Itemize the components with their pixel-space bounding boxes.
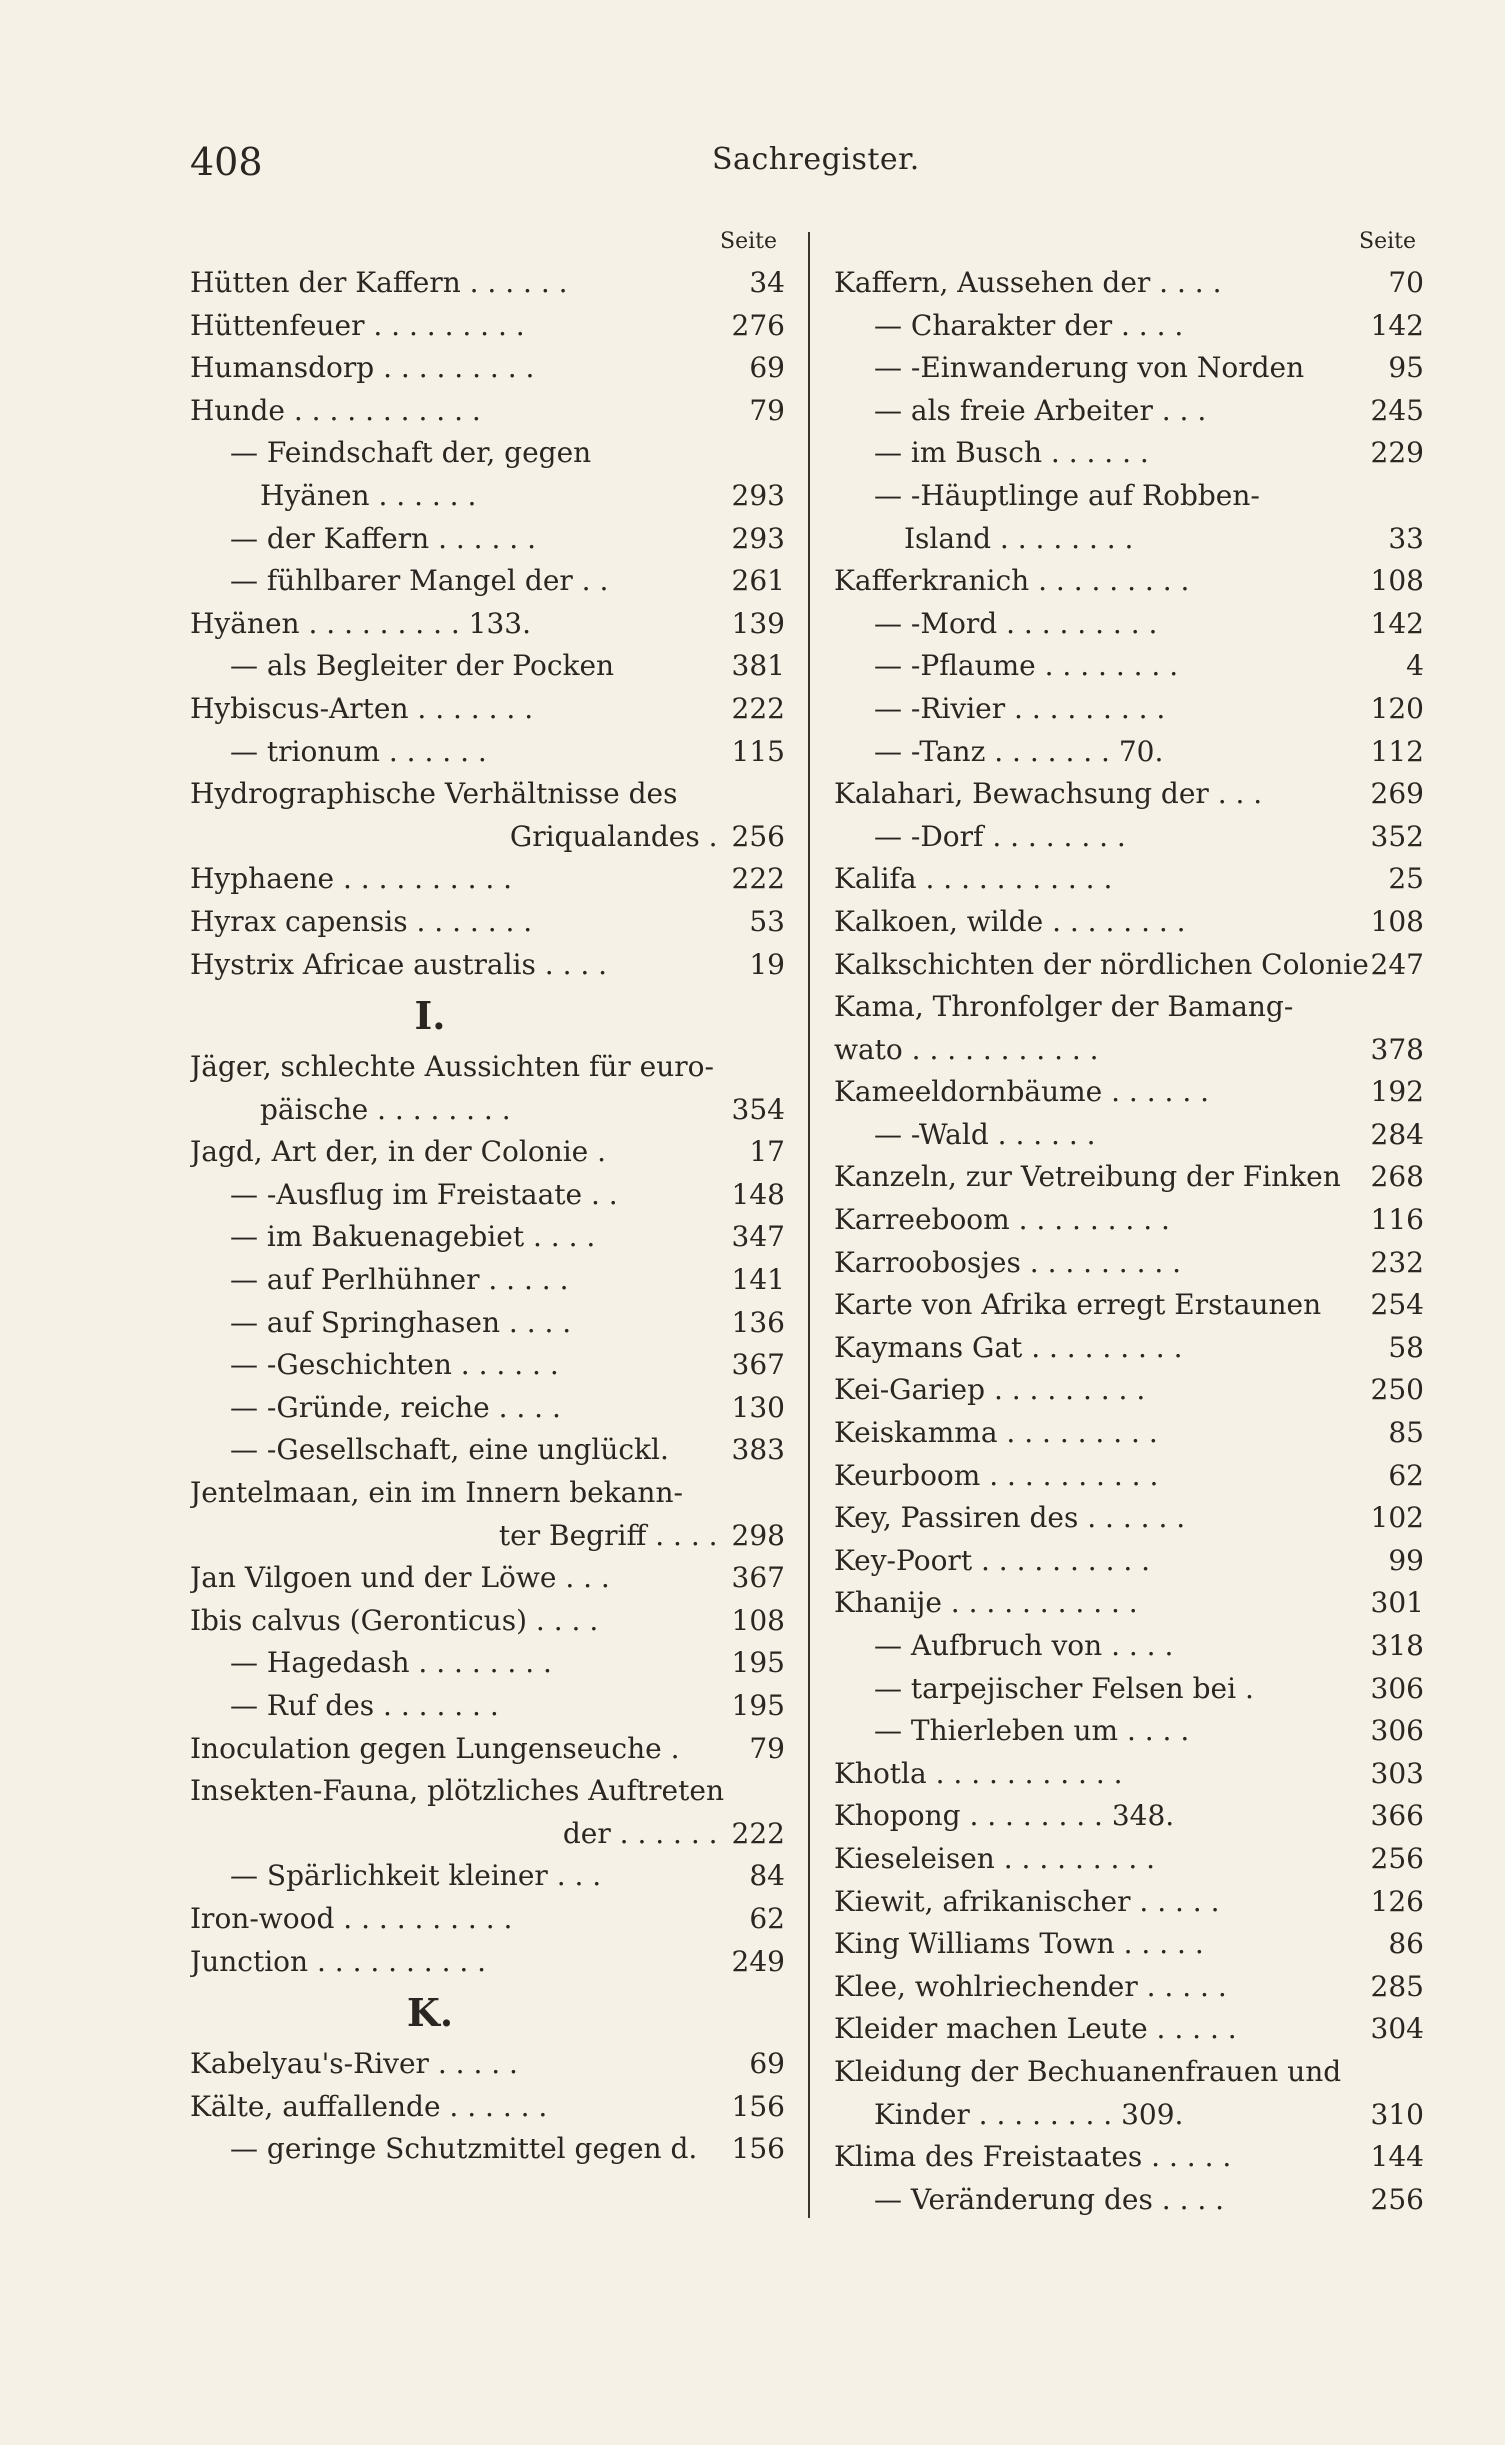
entry-text: Jagd, Art der, in der Colonie . (190, 1135, 607, 1169)
index-entry (834, 1710, 1424, 1753)
index-entry (190, 1387, 785, 1430)
entry-text: — -Mord . . . . . . . . . (874, 606, 1158, 640)
entry-text: Inoculation gegen Lungenseuche . (190, 1731, 680, 1765)
index-entry (190, 1941, 785, 1984)
entry-page: 304 (1370, 2012, 1424, 2046)
index-entry (834, 1923, 1424, 1966)
index-entry (190, 2128, 785, 2171)
entry-page: 112 (1370, 734, 1424, 768)
entry-text: Kinder . . . . . . . . 309. (874, 2097, 1184, 2131)
entry-text: der . . . . . . (562, 1816, 718, 1850)
entry-page: 383 (731, 1433, 785, 1467)
entry-page: 156 (731, 2089, 785, 2123)
entry-page: 347 (731, 1220, 785, 1254)
entry-text: Klima des Freistaates . . . . . (834, 2140, 1232, 2174)
entry-page: 25 (1388, 862, 1424, 896)
entry-page: 192 (1370, 1075, 1424, 1109)
entry-text: — Charakter der . . . . (874, 308, 1184, 342)
index-entry (834, 2094, 1424, 2137)
entry-page: 222 (731, 1816, 785, 1850)
entry-text: — Feindschaft der, gegen (230, 436, 592, 470)
index-entry (834, 2051, 1424, 2094)
entry-text: — Aufbruch von . . . . (874, 1629, 1174, 1662)
entry-page: 69 (749, 351, 785, 385)
entry-page: 254 (1370, 1288, 1424, 1322)
entry-page: 366 (1370, 1799, 1424, 1833)
entry-page: 303 (1370, 1756, 1424, 1790)
index-entry (834, 816, 1424, 859)
index-entry (834, 1029, 1424, 1072)
entry-text: wato . . . . . . . . . . . (834, 1032, 1099, 1066)
section-letter: I. (414, 993, 446, 1039)
index-entry (834, 1199, 1424, 1242)
entry-text: Ibis calvus (Geronticus) . . . . (190, 1603, 599, 1637)
index-entry (190, 2043, 785, 2086)
index-entry (190, 560, 785, 603)
entry-page: 378 (1370, 1032, 1424, 1066)
entry-page: 53 (749, 904, 785, 938)
entry-text: Kama, Thronfolger der Bamang- (834, 990, 1294, 1024)
entry-text: — Veränderung des . . . . (874, 2182, 1225, 2216)
entry-text: — im Busch . . . . . . (874, 436, 1149, 470)
entry-page: 86 (1388, 1927, 1424, 1961)
entry-text: — Thierleben um . . . . (874, 1714, 1190, 1748)
entry-text: Hydrographische Verhältnisse des (190, 777, 678, 811)
entry-page: 79 (749, 393, 785, 427)
entry-page: 115 (731, 734, 785, 768)
index-entry (190, 1472, 785, 1515)
index-entry (190, 731, 785, 774)
entry-page: 293 (731, 478, 785, 512)
index-entry (834, 432, 1424, 475)
entry-text: Hyänen . . . . . . (260, 478, 477, 512)
entry-text: — -Einwanderung von Norden (874, 351, 1305, 385)
index-entry (190, 944, 785, 987)
entry-text: Humansdorp . . . . . . . . . (190, 351, 535, 385)
entry-page: 352 (1370, 819, 1424, 853)
entry-text: päische . . . . . . . . (260, 1092, 511, 1126)
entry-text: Insekten-Fauna, plötzliches Auftreten (190, 1774, 724, 1808)
entry-page: 381 (731, 649, 785, 683)
entry-text: — auf Perlhühner . . . . . (230, 1263, 569, 1297)
index-entry (834, 986, 1424, 1029)
entry-page: 95 (1388, 351, 1424, 385)
entry-text: — -Rivier . . . . . . . . . (874, 691, 1166, 725)
index-entry (834, 262, 1424, 305)
index-entry (190, 432, 785, 475)
index-entry (834, 858, 1424, 901)
entry-text: — geringe Schutzmittel gegen d. (230, 2132, 698, 2166)
entry-text: Hyrax capensis . . . . . . . (190, 904, 533, 938)
entry-text: — Ruf des . . . . . . . (230, 1689, 499, 1722)
index-entry (834, 1242, 1424, 1285)
entry-text: Hüttenfeuer . . . . . . . . . (190, 308, 525, 342)
entry-page: 130 (731, 1390, 785, 1424)
entry-page: 139 (731, 606, 785, 640)
entry-text: Hütten der Kaffern . . . . . . (190, 266, 568, 299)
index-entry (190, 858, 785, 901)
index-entry (834, 688, 1424, 731)
index-entry (190, 1259, 785, 1302)
index-entry (834, 1838, 1424, 1881)
entry-text: Junction . . . . . . . . . . (190, 1944, 487, 1978)
index-entry (834, 1540, 1424, 1583)
index-entry (190, 1557, 785, 1600)
seite-label: Seite (1359, 229, 1416, 254)
entry-text: Kalkschichten der nördlichen Colonie (834, 947, 1369, 981)
index-entry (190, 1344, 785, 1387)
entry-text: — -Gesellschaft, eine unglückl. (230, 1433, 669, 1467)
entry-text: Keiskamma . . . . . . . . . (834, 1416, 1158, 1450)
index-entry (834, 1156, 1424, 1199)
entry-text: Khanije . . . . . . . . . . . (834, 1586, 1138, 1620)
entry-text: Kafferkranich . . . . . . . . . (834, 564, 1190, 598)
entry-text: Kälte, auffallende . . . . . . (190, 2089, 548, 2123)
index-entry (190, 305, 785, 348)
entry-text: — tarpejischer Felsen bei . (874, 1671, 1254, 1705)
entry-page: 367 (731, 1348, 785, 1382)
index-entry (190, 688, 785, 731)
entry-page: 58 (1388, 1330, 1424, 1364)
index-entry (190, 1515, 785, 1558)
entry-text: Key, Passiren des . . . . . . (834, 1501, 1186, 1535)
index-entry (834, 560, 1424, 603)
entry-page: 4 (1406, 649, 1424, 683)
index-entry (190, 1855, 785, 1898)
index-entry (190, 518, 785, 561)
index-entry (190, 816, 785, 859)
entry-page: 310 (1370, 2097, 1424, 2131)
entry-text: — -Pflaume . . . . . . . . (874, 649, 1179, 683)
entry-page: 222 (731, 691, 785, 725)
entry-page: 261 (731, 564, 785, 598)
entry-text: Kalahari, Bewachsung der . . . (834, 777, 1263, 811)
entry-text: — -Tanz . . . . . . . 70. (874, 734, 1164, 768)
index-entry (190, 347, 785, 390)
entry-text: Karroobosjes . . . . . . . . . (834, 1245, 1182, 1279)
index-entry (834, 1795, 1424, 1838)
entry-page: 126 (1370, 1884, 1424, 1918)
entry-text: Kalkoen, wilde . . . . . . . . (834, 904, 1186, 938)
index-entry (834, 1412, 1424, 1455)
entry-page: 85 (1388, 1416, 1424, 1450)
entry-text: — als Begleiter der Pocken (230, 649, 615, 683)
entry-page: 62 (1388, 1458, 1424, 1492)
entry-page: 354 (731, 1092, 785, 1126)
entry-text: Hyänen . . . . . . . . . 133. (190, 606, 532, 640)
index-entry (834, 1455, 1424, 1498)
index-entry (834, 347, 1424, 390)
entry-list (190, 262, 785, 2171)
entry-text: Hyphaene . . . . . . . . . . (190, 862, 513, 896)
entry-text: Klee, wohlriechender . . . . . (834, 1969, 1227, 2003)
entry-text: Kaffern, Aussehen der . . . . (834, 266, 1222, 299)
index-entry (190, 1728, 785, 1771)
entry-page: 284 (1370, 1117, 1424, 1151)
index-entry (190, 475, 785, 518)
entry-text: — Hagedash . . . . . . . . (230, 1646, 552, 1680)
index-entry (190, 1898, 785, 1941)
index-entry (190, 1770, 785, 1813)
entry-text: — Spärlichkeit kleiner . . . (230, 1859, 602, 1893)
index-entry (834, 2136, 1424, 2179)
entry-page: 232 (1370, 1245, 1424, 1279)
index-entry (190, 603, 785, 646)
index-entry (834, 901, 1424, 944)
index-column-right (834, 222, 1424, 2221)
entry-page: 102 (1370, 1501, 1424, 1535)
entry-text: Kleidung der Bechuanenfrauen und (834, 2054, 1342, 2088)
entry-text: Kieseleisen . . . . . . . . . (834, 1841, 1156, 1875)
index-entry (190, 2086, 785, 2129)
index-entry (834, 518, 1424, 561)
entry-text: — im Bakuenagebiet . . . . (230, 1220, 596, 1254)
index-entry (834, 773, 1424, 816)
entry-page: 245 (1370, 393, 1424, 427)
index-entry (834, 1284, 1424, 1327)
entry-text: — der Kaffern . . . . . . (230, 521, 536, 555)
entry-page: 34 (749, 266, 785, 299)
index-entry (190, 1429, 785, 1472)
entry-text: Kameeldornbäume . . . . . . (834, 1075, 1210, 1109)
index-entry (190, 1131, 785, 1174)
entry-page: 108 (731, 1603, 785, 1637)
index-entry (834, 2008, 1424, 2051)
index-entry (834, 1071, 1424, 1114)
index-entry (834, 1327, 1424, 1370)
entry-page: 256 (1370, 1841, 1424, 1875)
index-entry (190, 1813, 785, 1856)
entry-page: 318 (1370, 1629, 1424, 1662)
entry-text: — fühlbarer Mangel der . . (230, 564, 609, 598)
entry-page: 276 (731, 308, 785, 342)
index-entry (190, 1089, 785, 1132)
index-entry (190, 390, 785, 433)
index-entry (834, 1114, 1424, 1157)
entry-page: 17 (749, 1135, 785, 1169)
entry-text: — -Dorf . . . . . . . . (874, 819, 1126, 853)
index-entry (834, 944, 1424, 987)
entry-text: Kanzeln, zur Vetreibung der Finken (834, 1160, 1341, 1194)
entry-page: 142 (1370, 308, 1424, 342)
entry-page: 249 (731, 1944, 785, 1978)
entry-text: Khopong . . . . . . . . 348. (834, 1799, 1175, 1833)
entry-page: 298 (731, 1518, 785, 1552)
entry-page: 19 (749, 947, 785, 981)
entry-page: 268 (1370, 1160, 1424, 1194)
index-entry (190, 773, 785, 816)
index-entry (834, 1582, 1424, 1625)
entry-text: Karreeboom . . . . . . . . . (834, 1203, 1170, 1237)
entry-page: 62 (749, 1901, 785, 1935)
index-entry (190, 1600, 785, 1643)
entry-page: 285 (1370, 1969, 1424, 2003)
entry-page: 108 (1370, 564, 1424, 598)
entry-text: Jan Vilgoen und der Löwe . . . (190, 1561, 610, 1595)
entry-page: 301 (1370, 1586, 1424, 1620)
entry-text: Iron-wood . . . . . . . . . . (190, 1901, 513, 1935)
entry-text: Jäger, schlechte Aussichten für euro- (190, 1050, 714, 1084)
index-entry (834, 2179, 1424, 2222)
index-entry (190, 1642, 785, 1685)
entry-text: King Williams Town . . . . . (834, 1927, 1204, 1961)
entry-page: 306 (1370, 1671, 1424, 1705)
index-entry (834, 1881, 1424, 1924)
entry-text: Kalifa . . . . . . . . . . . (834, 862, 1113, 896)
entry-text: Griqualandes . (509, 819, 718, 853)
entry-text: Hunde . . . . . . . . . . . (190, 393, 481, 427)
index-entry (190, 1046, 785, 1089)
index-entry (834, 731, 1424, 774)
index-entry (190, 1174, 785, 1217)
index-entry (834, 1966, 1424, 2009)
entry-page: 367 (731, 1561, 785, 1595)
entry-page: 84 (749, 1859, 785, 1893)
entry-page: 142 (1370, 606, 1424, 640)
entry-text: Kleider machen Leute . . . . . (834, 2012, 1237, 2046)
entry-text: Hybiscus-Arten . . . . . . . (190, 691, 534, 725)
index-entry (190, 1685, 785, 1728)
entry-page: 229 (1370, 436, 1424, 470)
entry-text: Hystrix Africae australis . . . . (190, 947, 608, 981)
index-column-left (190, 222, 785, 2171)
entry-text: Keurboom . . . . . . . . . . (834, 1458, 1159, 1492)
entry-text: — -Häuptlinge auf Robben- (874, 478, 1260, 512)
section-letter: K. (406, 1990, 454, 2036)
entry-page: 293 (731, 521, 785, 555)
index-entry (834, 1625, 1424, 1668)
entry-page: 269 (1370, 777, 1424, 811)
column-divider (808, 232, 810, 2218)
entry-page: 120 (1370, 691, 1424, 725)
index-entry (834, 645, 1424, 688)
entry-text: — als freie Arbeiter . . . (874, 393, 1207, 427)
entry-text: — auf Springhasen . . . . (230, 1305, 572, 1339)
entry-page: 195 (731, 1689, 785, 1722)
index-entry (190, 901, 785, 944)
seite-label: Seite (720, 229, 777, 254)
entry-page: 222 (731, 862, 785, 896)
entry-page: 148 (731, 1177, 785, 1211)
entry-page: 136 (731, 1305, 785, 1339)
index-entry (190, 645, 785, 688)
entry-page: 256 (731, 819, 785, 853)
entry-text: — trionum . . . . . . (230, 734, 487, 768)
entry-text: — -Wald . . . . . . (874, 1117, 1096, 1151)
entry-page: 256 (1370, 2182, 1424, 2216)
index-entry (834, 305, 1424, 348)
entry-page: 33 (1388, 521, 1424, 555)
entry-text: — -Ausflug im Freistaate . . (230, 1177, 618, 1211)
entry-text: Karte von Afrika erregt Erstaunen (834, 1288, 1322, 1322)
entry-page: 195 (731, 1646, 785, 1680)
entry-page: 99 (1388, 1543, 1424, 1577)
entry-page: 144 (1370, 2140, 1424, 2174)
entry-text: Kei-Gariep . . . . . . . . . (834, 1373, 1146, 1407)
entry-text: ter Begriff . . . . (498, 1518, 718, 1552)
index-entry (834, 1369, 1424, 1412)
entry-page: 79 (749, 1731, 785, 1765)
entry-text: Kabelyau's-River . . . . . (190, 2047, 518, 2081)
index-entry (834, 603, 1424, 646)
index-entry (834, 1668, 1424, 1711)
entry-page: 116 (1370, 1203, 1424, 1237)
entry-text: Khotla . . . . . . . . . . . (834, 1756, 1123, 1790)
index-entry (834, 390, 1424, 433)
running-head: Sachregister. (712, 142, 920, 177)
index-entry (190, 1302, 785, 1345)
entry-page: 247 (1370, 947, 1424, 981)
entry-page: 108 (1370, 904, 1424, 938)
index-entry (834, 475, 1424, 518)
entry-text: Jentelmaan, ein im Innern bekann- (190, 1476, 683, 1510)
entry-text: — -Gründe, reiche . . . . (230, 1390, 561, 1424)
index-entry (190, 1216, 785, 1259)
index-entry (190, 262, 785, 305)
entry-list (834, 262, 1424, 2221)
entry-page: 70 (1388, 266, 1424, 299)
entry-text: Key-Poort . . . . . . . . . . (834, 1543, 1151, 1577)
entry-text: — -Geschichten . . . . . . (230, 1348, 559, 1382)
entry-page: 156 (731, 2132, 785, 2166)
index-entry (834, 1753, 1424, 1796)
entry-page: 250 (1370, 1373, 1424, 1407)
index-entry (834, 1497, 1424, 1540)
entry-text: Island . . . . . . . . (904, 521, 1134, 555)
entry-text: Kiewit, afrikanischer . . . . . (834, 1884, 1220, 1918)
entry-page: 306 (1370, 1714, 1424, 1748)
entry-text: Kaymans Gat . . . . . . . . . (834, 1330, 1183, 1364)
entry-page: 69 (749, 2047, 785, 2081)
entry-page: 141 (731, 1263, 785, 1297)
page-number: 408 (190, 140, 263, 184)
